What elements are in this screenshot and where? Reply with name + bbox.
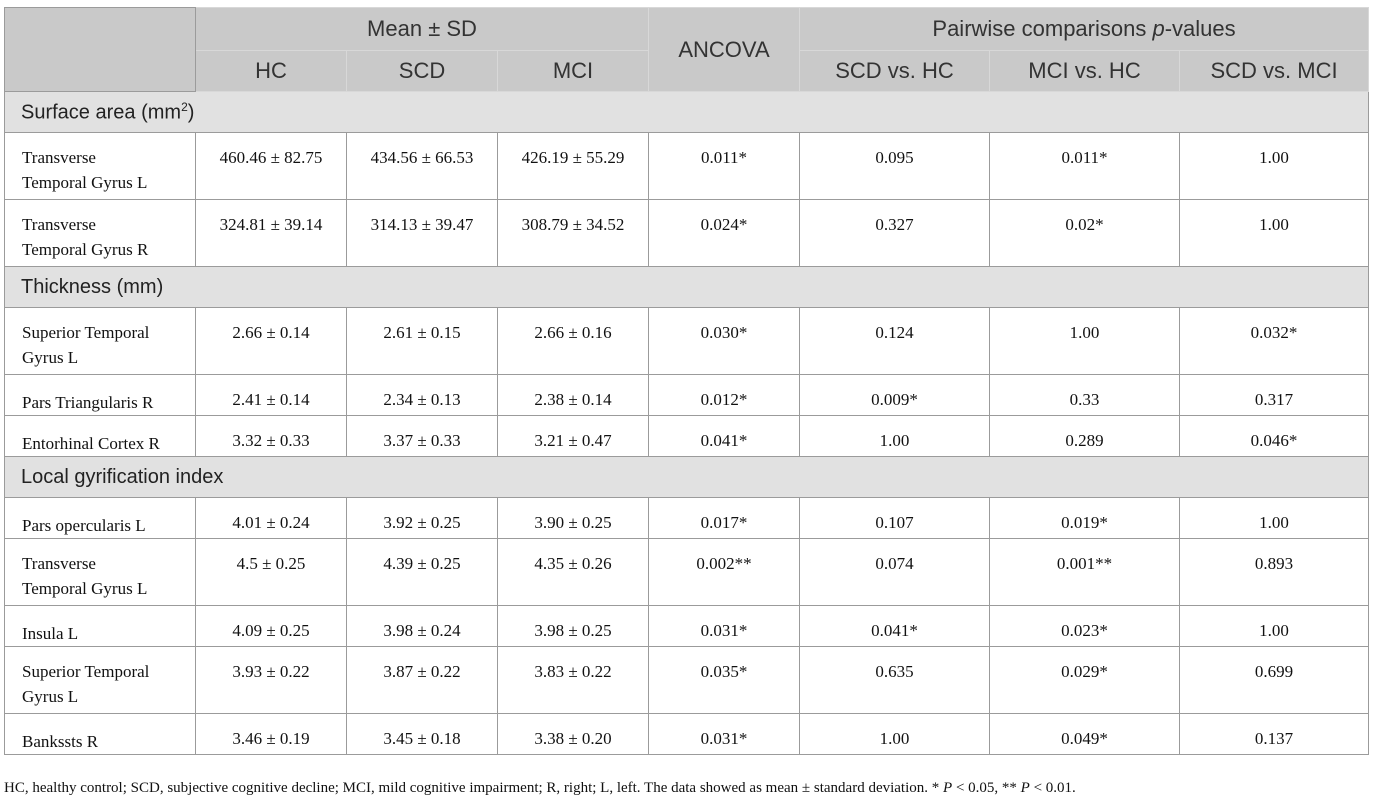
table-row	[5, 498, 1369, 539]
table-row	[5, 539, 1369, 606]
scd-vs-hc-cell: 1.00	[800, 714, 990, 755]
hc-cell: 3.32 ± 0.33	[196, 416, 347, 457]
mci-vs-hc-cell: 1.00	[990, 308, 1180, 375]
scd-vs-hc-cell: 0.124	[800, 308, 990, 375]
scd-vs-hc-cell: 0.041*	[800, 606, 990, 647]
ancova-cell: 0.031*	[649, 606, 800, 647]
header-hc: HC	[196, 51, 347, 92]
region-cell: Transverse Temporal Gyrus L	[5, 133, 196, 200]
table-row	[5, 714, 1369, 755]
scd-vs-mci-cell: 0.137	[1180, 714, 1369, 755]
header-scd-vs-mci: SCD vs. MCI	[1180, 51, 1369, 92]
region-cell: Superior Temporal Gyrus L	[5, 647, 196, 714]
scd-cell: 3.45 ± 0.18	[347, 714, 498, 755]
region-cell: Insula L	[5, 606, 196, 647]
mci-cell: 2.66 ± 0.16	[498, 308, 649, 375]
hc-cell: 4.09 ± 0.25	[196, 606, 347, 647]
hc-cell: 4.5 ± 0.25	[196, 539, 347, 606]
section-title: Thickness (mm)	[5, 267, 1369, 308]
ancova-cell: 0.035*	[649, 647, 800, 714]
hc-cell: 3.46 ± 0.19	[196, 714, 347, 755]
scd-cell: 3.98 ± 0.24	[347, 606, 498, 647]
ancova-cell: 0.011*	[649, 133, 800, 200]
ancova-cell: 0.012*	[649, 375, 800, 416]
region-cell: Pars Triangularis R	[5, 375, 196, 416]
table-body	[5, 92, 1369, 755]
table-row	[5, 308, 1369, 375]
scd-cell: 4.39 ± 0.25	[347, 539, 498, 606]
hc-cell: 4.01 ± 0.24	[196, 498, 347, 539]
mci-vs-hc-cell: 0.02*	[990, 200, 1180, 267]
scd-cell: 3.87 ± 0.22	[347, 647, 498, 714]
region-cell: Superior Temporal Gyrus L	[5, 308, 196, 375]
mci-vs-hc-cell: 0.049*	[990, 714, 1180, 755]
header-corner	[5, 8, 196, 92]
scd-cell: 2.34 ± 0.13	[347, 375, 498, 416]
hc-cell: 2.66 ± 0.14	[196, 308, 347, 375]
scd-vs-mci-cell: 0.699	[1180, 647, 1369, 714]
header-scd-vs-hc: SCD vs. HC	[800, 51, 990, 92]
section-row	[5, 267, 1369, 308]
ancova-cell: 0.002**	[649, 539, 800, 606]
scd-vs-mci-cell: 1.00	[1180, 133, 1369, 200]
scd-vs-hc-cell: 0.327	[800, 200, 990, 267]
scd-vs-mci-cell: 0.032*	[1180, 308, 1369, 375]
scd-vs-hc-cell: 0.095	[800, 133, 990, 200]
scd-vs-mci-cell: 1.00	[1180, 200, 1369, 267]
mci-vs-hc-cell: 0.33	[990, 375, 1180, 416]
mci-cell: 2.38 ± 0.14	[498, 375, 649, 416]
header-ancova: ANCOVA	[649, 8, 800, 92]
section-title: Local gyrification index	[5, 457, 1369, 498]
header-mci: MCI	[498, 51, 649, 92]
mci-cell: 3.98 ± 0.25	[498, 606, 649, 647]
table-row	[5, 133, 1369, 200]
mci-cell: 3.83 ± 0.22	[498, 647, 649, 714]
mci-cell: 3.21 ± 0.47	[498, 416, 649, 457]
table-row	[5, 647, 1369, 714]
table-row	[5, 375, 1369, 416]
mci-vs-hc-cell: 0.023*	[990, 606, 1180, 647]
scd-vs-hc-cell: 1.00	[800, 416, 990, 457]
mci-vs-hc-cell: 0.019*	[990, 498, 1180, 539]
ancova-cell: 0.024*	[649, 200, 800, 267]
section-row	[5, 92, 1369, 133]
scd-cell: 434.56 ± 66.53	[347, 133, 498, 200]
mci-cell: 308.79 ± 34.52	[498, 200, 649, 267]
hc-cell: 3.93 ± 0.22	[196, 647, 347, 714]
mci-cell: 3.90 ± 0.25	[498, 498, 649, 539]
scd-vs-hc-cell: 0.009*	[800, 375, 990, 416]
scd-vs-hc-cell: 0.107	[800, 498, 990, 539]
table-header	[5, 8, 1369, 92]
mci-vs-hc-cell: 0.001**	[990, 539, 1180, 606]
mci-vs-hc-cell: 0.029*	[990, 647, 1180, 714]
table-row	[5, 200, 1369, 267]
region-cell: Transverse Temporal Gyrus L	[5, 539, 196, 606]
section-title: Surface area $(mm^2)$	[5, 92, 1369, 133]
results-table	[4, 7, 1369, 755]
mci-cell: 3.38 ± 0.20	[498, 714, 649, 755]
section-row	[5, 457, 1369, 498]
ancova-cell: 0.041*	[649, 416, 800, 457]
table-footnote: HC, healthy control; SCD, subjective cognitive decline; MCI, mild cognitive impairment; R, right; L, left. The data showed as mean ± standard deviation. * P < 0.05, ** P < 0.01.	[4, 780, 1076, 796]
mci-cell: 4.35 ± 0.26	[498, 539, 649, 606]
hc-cell: 460.46 ± 82.75	[196, 133, 347, 200]
ancova-cell: 0.030*	[649, 308, 800, 375]
scd-cell: 314.13 ± 39.47	[347, 200, 498, 267]
scd-cell: 3.37 ± 0.33	[347, 416, 498, 457]
header-scd: SCD	[347, 51, 498, 92]
ancova-cell: 0.031*	[649, 714, 800, 755]
hc-cell: 324.81 ± 39.14	[196, 200, 347, 267]
scd-vs-mci-cell: 0.317	[1180, 375, 1369, 416]
hc-cell: 2.41 ± 0.14	[196, 375, 347, 416]
header-mci-vs-hc: MCI vs. HC	[990, 51, 1180, 92]
table-row	[5, 416, 1369, 457]
ancova-cell: 0.017*	[649, 498, 800, 539]
scd-vs-mci-cell: 0.893	[1180, 539, 1369, 606]
scd-cell: 3.92 ± 0.25	[347, 498, 498, 539]
region-cell: Bankssts R	[5, 714, 196, 755]
region-cell: Pars opercularis L	[5, 498, 196, 539]
mci-vs-hc-cell: 0.011*	[990, 133, 1180, 200]
scd-vs-mci-cell: 1.00	[1180, 606, 1369, 647]
header-mean-sd: Mean ± SD	[196, 8, 649, 51]
region-cell: Transverse Temporal Gyrus R	[5, 200, 196, 267]
scd-vs-hc-cell: 0.074	[800, 539, 990, 606]
mci-cell: 426.19 ± 55.29	[498, 133, 649, 200]
scd-vs-hc-cell: 0.635	[800, 647, 990, 714]
region-cell: Entorhinal Cortex R	[5, 416, 196, 457]
mci-vs-hc-cell: 0.289	[990, 416, 1180, 457]
header-pairwise: Pairwise comparisons p-values	[800, 8, 1369, 51]
table-row	[5, 606, 1369, 647]
scd-vs-mci-cell: 0.046*	[1180, 416, 1369, 457]
scd-vs-mci-cell: 1.00	[1180, 498, 1369, 539]
scd-cell: 2.61 ± 0.15	[347, 308, 498, 375]
